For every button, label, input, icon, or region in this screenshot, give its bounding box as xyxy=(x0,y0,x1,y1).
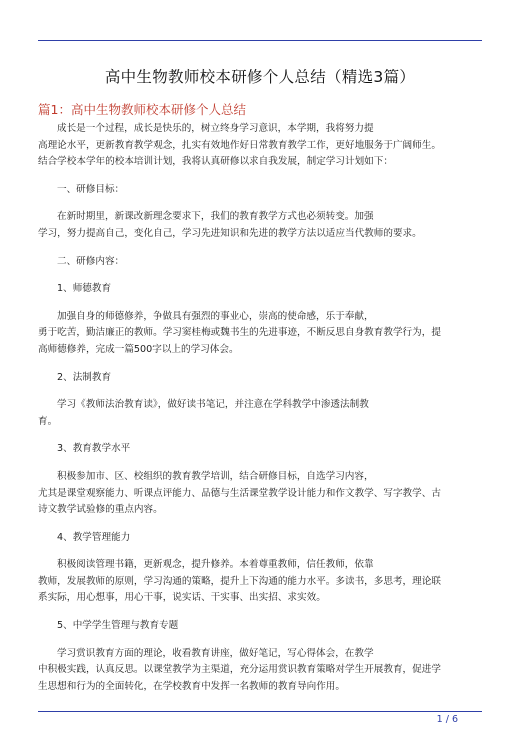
paragraph-line: 4、教学管理能力 xyxy=(57,531,131,543)
paragraph-line: 勇于吃苦，勤洁廉正的教师。学习窦桂梅或魏书生的先进事迹，不断反思自身教育教学行为，提 xyxy=(38,327,441,339)
paragraph-line: 结合学校本学年的校本培训计划，我将认真研修以求自我发展，制定学习计划如下： xyxy=(38,156,393,168)
paragraph xyxy=(38,397,486,430)
paragraph-line: 一、研修目标： xyxy=(57,183,125,195)
paragraph-line: 教师，发展教师的原则，学习沟通的策略，提升上下沟通的能力水平。多读书，多思考，理论联 xyxy=(38,575,441,587)
paragraph xyxy=(38,209,486,242)
paragraph-line: 高理论水平，更新教育教学观念，扎实有效地作好日常教育教学工作，更好地服务于广阔师生。 xyxy=(38,139,441,151)
document-body xyxy=(38,121,486,706)
paragraph xyxy=(38,557,486,607)
section-title: 篇1：高中生物教师校本研修个人总结 xyxy=(38,102,246,117)
paragraph-line: 加强自身的师德修养，争做具有强烈的事业心，崇高的使命感，乐于奉献， xyxy=(57,310,374,322)
paragraph xyxy=(38,281,486,298)
paragraph-line: 中积极实践，认真反思。以课堂教学为主渠道，充分运用赏识教育策略对学生开展教育，促进学 xyxy=(38,664,441,676)
paragraph xyxy=(38,441,486,458)
paragraph-line: 在新时期里，新课改新理念要求下，我们的教育教学方式也必须转变。加强 xyxy=(57,211,374,223)
paragraph-line: 积极阅读管理书籍，更新观念，提升修养。本着尊重教师，信任教师，依靠 xyxy=(57,559,374,571)
paragraph-line: 2、法制教育 xyxy=(57,371,112,383)
paragraph xyxy=(38,469,486,519)
paragraph-line: 3、教育教学水平 xyxy=(57,443,131,455)
top-rule xyxy=(38,40,482,41)
paragraph xyxy=(38,646,486,696)
bottom-rule xyxy=(38,711,482,712)
paragraph-line: 生思想和行为的全面转化，在学校教育中发挥一名教师的教育导向作用。 xyxy=(38,680,345,692)
paragraph xyxy=(38,182,486,199)
paragraph-line: 积极参加市、区、校组织的教育教学培训，结合研修目标，自选学习内容， xyxy=(57,470,374,482)
paragraph-line: 系实际，用心想事，用心干事，说实话、干实事、出实招、求实效。 xyxy=(38,592,326,604)
paragraph xyxy=(38,254,486,271)
paragraph xyxy=(38,309,486,359)
paragraph xyxy=(38,370,486,387)
page-number: 1 / 6 xyxy=(436,714,458,725)
paragraph-line: 5、中学学生管理与教育专题 xyxy=(57,620,179,632)
paragraph-line: 成长是一个过程，成长是快乐的，树立终身学习意识，本学期，我将努力提 xyxy=(57,123,374,134)
paragraph-line: 学习，努力提高自己，变化自己，学习先进知识和先进的教学方法以适应当代教师的要求。 xyxy=(38,227,422,239)
paragraph-line: 诗文教学试验修的重点内容。 xyxy=(38,504,163,516)
document-title: 高中生物教师校本研修个人总结（精选3篇） xyxy=(104,68,416,86)
paragraph xyxy=(38,121,486,171)
paragraph xyxy=(38,530,486,547)
paragraph-line: 学习《教师法治教育读》，做好读书笔记，并注意在学科教学中渗透法制教 xyxy=(57,399,369,411)
paragraph-line: 尤其是课堂观察能力、听课点评能力、品德与生活课堂教学设计能力和作文教学、写字教学、古 xyxy=(38,487,441,499)
paragraph-line: 二、研修内容： xyxy=(57,255,125,267)
paragraph-line: 1、师德教育 xyxy=(57,283,112,295)
paragraph-line: 育。 xyxy=(38,415,58,427)
paragraph-line: 高师德修养，完成一篇500字以上的学习体会。 xyxy=(38,343,239,355)
paragraph xyxy=(38,618,486,635)
paragraph-line: 学习赏识教育方面的理论，收看教育讲座，做好笔记，写心得体会，在教学 xyxy=(57,647,374,659)
